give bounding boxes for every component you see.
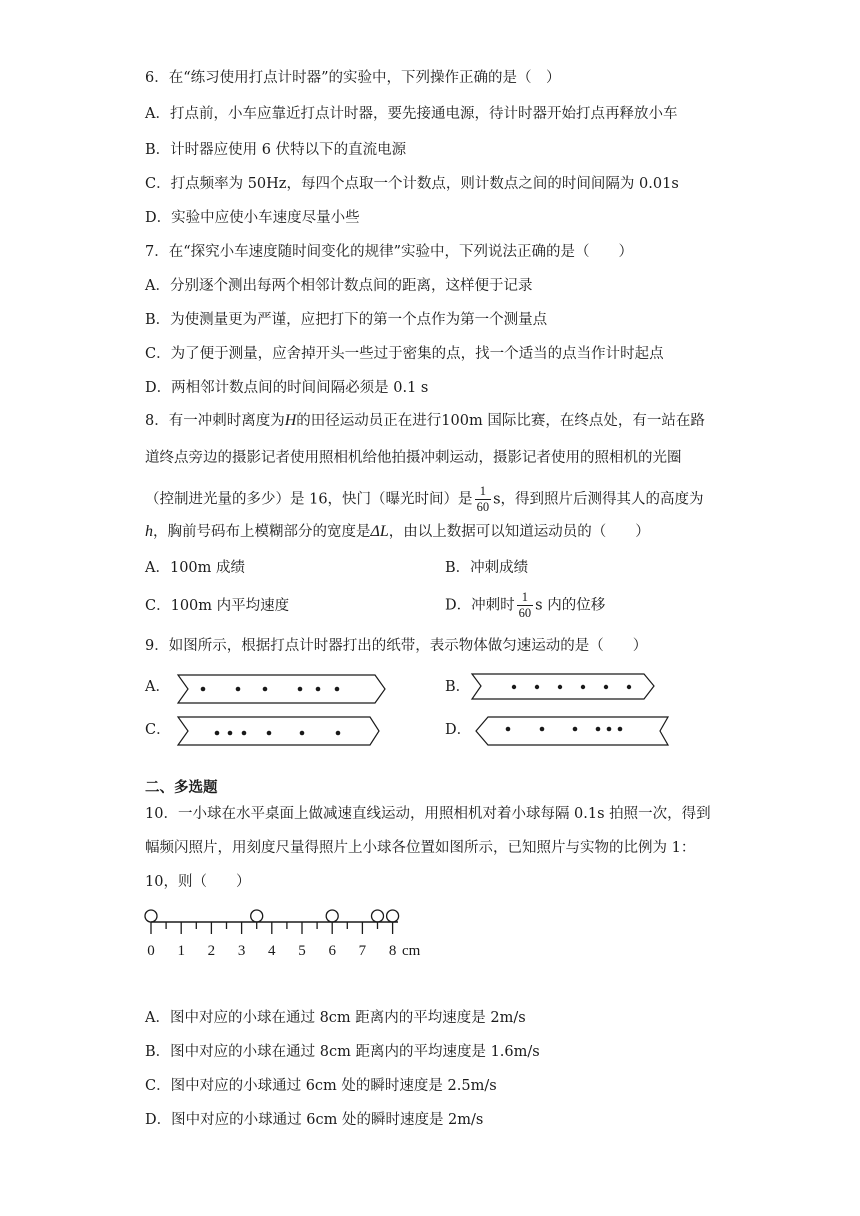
- fraction-denominator: 60: [476, 500, 490, 514]
- q8-option-a: A．100m 成绩: [145, 560, 246, 576]
- ruler-tick-label: 0: [147, 943, 155, 959]
- q6-option-a: A．打点前，小车应靠近打点计时器，要先接通电源，待计时器开始打点再释放小车: [145, 106, 678, 122]
- ball-position-marker: [372, 910, 384, 922]
- tape-dot: [604, 685, 608, 689]
- fraction-1-60: [475, 484, 492, 515]
- ball-position-marker: [387, 910, 399, 922]
- tape-dot: [298, 687, 303, 692]
- q8-line-4: [145, 522, 650, 542]
- q10-option-c: C．图中对应的小球通过 6cm 处的瞬时速度是 2.5m/s: [145, 1078, 497, 1094]
- q10-option-a: A．图中对应的小球在通过 8cm 距离内的平均速度是 2m/s: [145, 1010, 526, 1026]
- ruler-tick-label: 2: [207, 943, 216, 959]
- ruler-tick-label: 8: [388, 943, 397, 959]
- ball-position-marker: [251, 910, 263, 922]
- tape-dot: [263, 687, 268, 692]
- q8-text: 的田径运动员正在进行100m 国际比赛，在终点处，有一站在路: [296, 413, 705, 429]
- ball-position-marker: [326, 910, 338, 922]
- tape-dot: [535, 685, 539, 689]
- paper-tape-a: [170, 672, 390, 706]
- ball-position-marker: [145, 910, 157, 922]
- q8-option-b: B．冲刺成绩: [445, 560, 529, 576]
- paper-tape-c: [170, 714, 384, 748]
- paper-tape-b: [466, 672, 660, 702]
- ruler-tick-label: 1: [177, 943, 185, 959]
- tape-dot: [267, 731, 272, 736]
- tape-dot: [627, 685, 631, 689]
- q8-var-H: H: [284, 412, 297, 429]
- tape-dot: [573, 727, 578, 732]
- q7-option-b: B．为使测量更为严谨，应把打下的第一个点作为第一个测量点: [145, 312, 548, 328]
- fraction-numerator: 1: [517, 590, 534, 606]
- q10-line-1: 10．一小球在水平桌面上做减速直线运动，用照相机对着小球每隔 0.1s 拍照一次，得到: [145, 806, 711, 822]
- ruler-tick-label: 7: [358, 943, 367, 959]
- tape-dot: [316, 687, 321, 692]
- fraction-denominator: 60: [518, 606, 532, 620]
- q8-text: s，得到照片后测得其人的高度为: [493, 491, 704, 508]
- q8-text: （控制进光量的多少）是 16，快门（曝光时间）是: [145, 491, 473, 508]
- tape-dot: [558, 685, 562, 689]
- ruler-figure: [140, 902, 440, 964]
- tape-dot: [512, 685, 516, 689]
- tape-dot: [506, 727, 511, 732]
- tape-dot: [242, 731, 247, 736]
- q9-option-d-label: D．: [445, 722, 472, 738]
- q8-delta-L: ΔL: [370, 523, 389, 540]
- q9-option-b-label: B．: [445, 679, 471, 695]
- tape-dot: [335, 687, 340, 692]
- q8-option-c: C．100m 内平均速度: [145, 598, 290, 614]
- q8-line-2: 道终点旁边的摄影记者使用照相机给他拍摄冲刺运动，摄影记者使用的照相机的光圈: [145, 450, 682, 466]
- q8-option-d-text: D．冲刺时: [445, 597, 515, 614]
- q7-option-d: D．两相邻计数点间的时间间隔必须是 0.1 s: [145, 380, 429, 396]
- tape-dot: [596, 727, 601, 732]
- q8-line-3: [145, 484, 704, 515]
- ruler-tick-label: 6: [328, 943, 336, 959]
- q8-option-d-text: s 内的位移: [535, 597, 606, 614]
- q7-stem: 7．在“探究小车速度随时间变化的规律”实验中，下列说法正确的是（ ）: [145, 244, 634, 260]
- q10-line-2: 幅频闪照片，用刻度尺量得照片上小球各位置如图所示，已知照片与实物的比例为 1：: [145, 840, 696, 856]
- q9-option-a-label: A．: [145, 679, 170, 695]
- q8-text: 8．有一冲刺时离度为: [145, 413, 285, 429]
- tape-dot: [336, 731, 341, 736]
- q9-stem: 9．如图所示，根据打点计时器打出的纸带，表示物体做匀速运动的是（ ）: [145, 638, 648, 654]
- ruler-tick-label: 4: [268, 943, 276, 959]
- q10-line-3: 10，则（ ）: [145, 874, 251, 890]
- tape-dot: [236, 687, 241, 692]
- q10-option-b: B．图中对应的小球在通过 8cm 距离内的平均速度是 1.6m/s: [145, 1044, 540, 1060]
- tape-dot: [618, 727, 623, 732]
- ruler-unit: cm: [402, 943, 421, 959]
- q8-line-1: [145, 411, 705, 431]
- q6-option-d: D．实验中应使小车速度尽量小些: [145, 210, 360, 226]
- q8-var-h: h: [145, 523, 153, 540]
- q6-option-c: C．打点频率为 50Hz，每四个点取一个计数点，则计数点之间的时间间隔为 0.01s: [145, 176, 679, 192]
- tape-dot: [607, 727, 612, 732]
- ruler-tick-label: 5: [298, 943, 306, 959]
- q10-option-d: D．图中对应的小球通过 6cm 处的瞬时速度是 2m/s: [145, 1112, 484, 1128]
- fraction-1-60: [517, 590, 534, 621]
- tape-dot: [540, 727, 545, 732]
- q8-text: ，胸前号码布上模糊部分的宽度是: [153, 524, 371, 540]
- q8-option-d: [445, 590, 605, 621]
- tape-dot: [300, 731, 305, 736]
- ruler-tick-label: 3: [237, 943, 246, 959]
- tape-dot: [581, 685, 585, 689]
- q7-option-a: A．分别逐个测出每两个相邻计数点间的距离，这样便于记录: [145, 278, 533, 294]
- q8-text: ，由以上数据可以知道运动员的（ ）: [388, 524, 650, 540]
- q7-option-c: C．为了便于测量，应舍掉开头一些过于密集的点，找一个适当的点当作计时起点: [145, 346, 664, 362]
- q9-option-c-label: C．: [145, 722, 171, 738]
- tape-dot: [201, 687, 206, 692]
- section-heading: 二、多选题: [145, 779, 218, 796]
- q6-option-b: B．计时器应使用 6 伏特以下的直流电源: [145, 142, 407, 158]
- q6-stem: 6．在“练习使用打点计时器”的实验中，下列操作正确的是（ ）: [145, 70, 561, 86]
- tape-dot: [215, 731, 220, 736]
- paper-tape-d: [466, 714, 676, 748]
- tape-dot: [228, 731, 233, 736]
- fraction-numerator: 1: [475, 484, 492, 500]
